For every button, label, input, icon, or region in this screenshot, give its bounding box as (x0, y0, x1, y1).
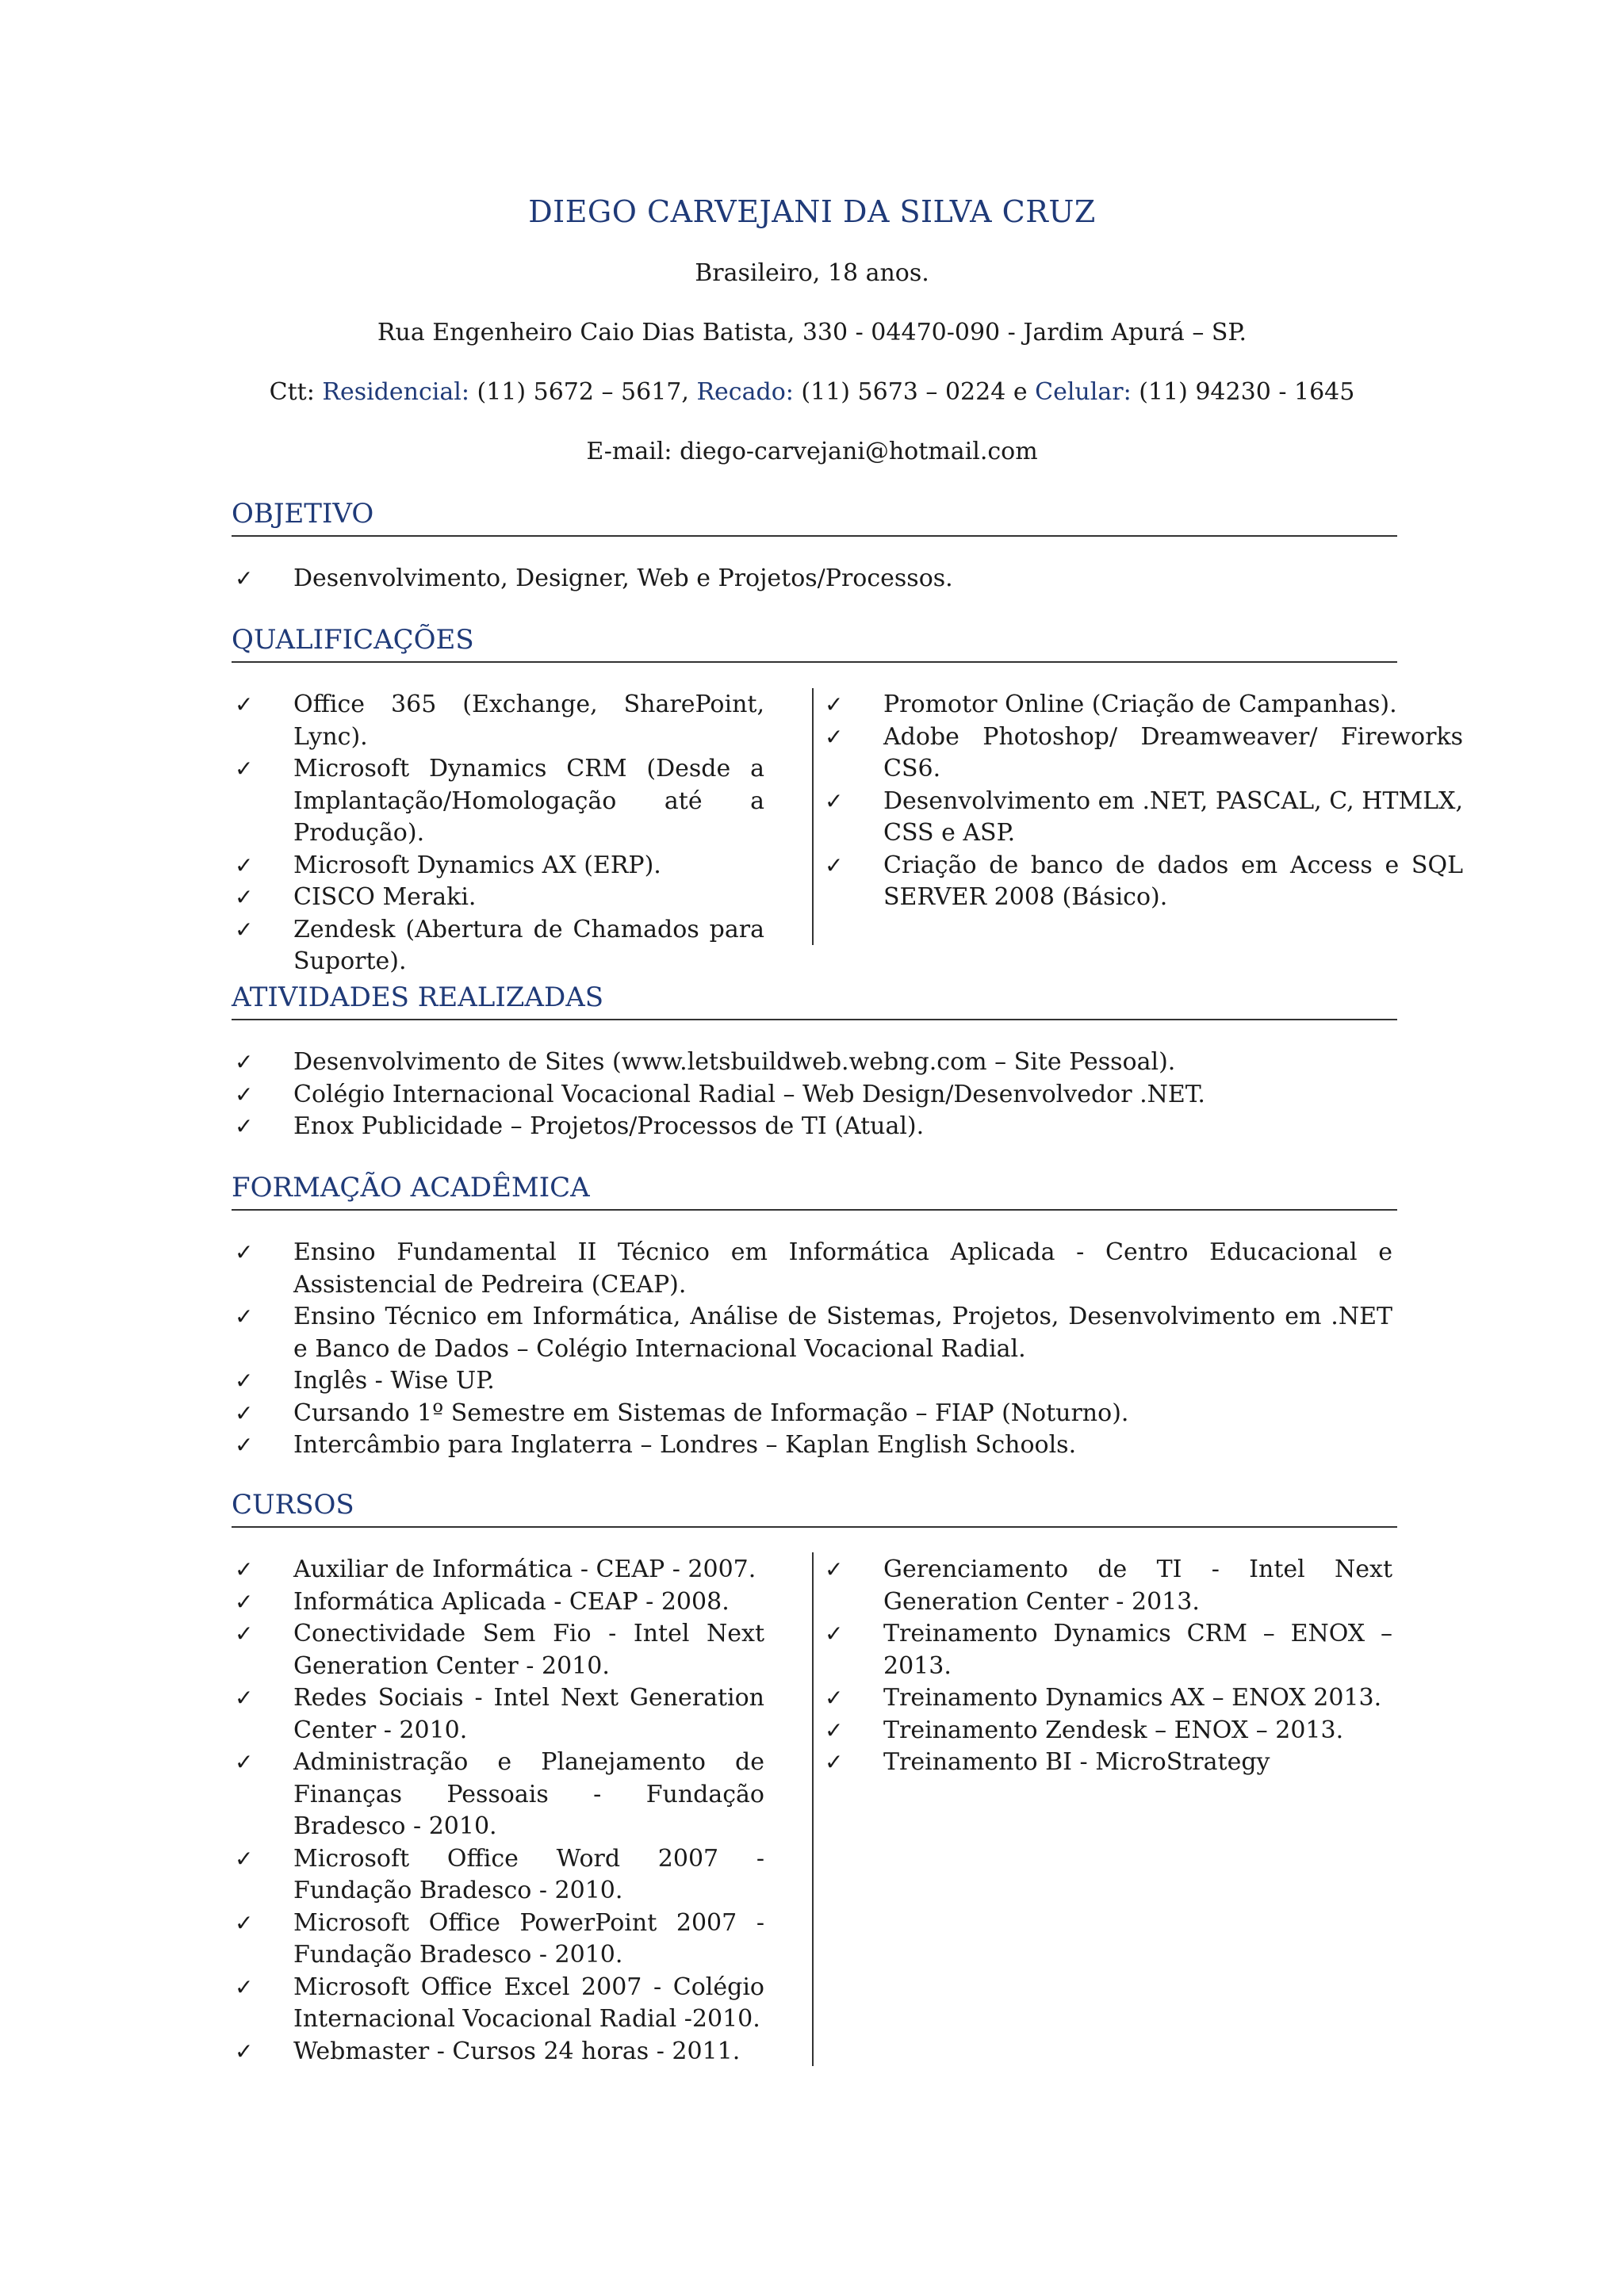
list-item: ✓ Conectividade Sem Fio - Intel Next Generation Center - 2010. (235, 1620, 764, 1680)
checkmark-icon: ✓ (235, 851, 254, 878)
contact-prefix: Ctt: (269, 378, 323, 406)
checkmark-icon: ✓ (235, 1685, 254, 1711)
list-item: ✓ Office 365 (Exchange, SharePoint, Lync). (235, 691, 764, 751)
list-item: ✓ Desenvolvimento de Sites (www.letsbuildweb.webng.com – Site Pessoal). (235, 1047, 1392, 1079)
residencial-label: Residencial: (322, 378, 469, 406)
residencial-phone: (11) 5672 – 5617, (469, 378, 697, 406)
checkmark-icon: ✓ (235, 1081, 254, 1108)
list-item: ✓ Microsoft Office Word 2007 - Fundação Bradesco - 2010. (235, 1844, 764, 1904)
atividades-list (235, 1047, 1392, 1143)
checkmark-icon: ✓ (825, 1556, 844, 1582)
checkmark-icon: ✓ (235, 1432, 254, 1458)
list-item: ✓ Promotor Online (Criação de Campanhas). (825, 689, 1463, 721)
list-item: ✓ Inglês - Wise UP. (235, 1365, 1392, 1398)
list-item: ✓ Microsoft Office Excel 2007 - Colégio Internacional Vocacional Radial -2010. (235, 1973, 764, 2033)
objetivo-list (235, 563, 1392, 595)
list-item: ✓ Redes Sociais - Intel Next Generation Center - 2010. (235, 1684, 764, 1744)
checkmark-icon: ✓ (825, 723, 844, 750)
checkmark-icon: ✓ (235, 1556, 254, 1582)
checkmark-icon: ✓ (235, 1749, 254, 1775)
checkmark-icon: ✓ (235, 1368, 254, 1394)
list-item: ✓ Microsoft Office PowerPoint 2007 - Fundação Bradesco - 2010. (235, 1908, 764, 1969)
section-title-objetivo: OBJETIVO (232, 496, 1397, 537)
list-item: ✓ Treinamento Zendesk – ENOX – 2013. (825, 1715, 1392, 1747)
checkmark-icon: ✓ (235, 1588, 254, 1615)
address-line: Rua Engenheiro Caio Dias Batista, 330 - 04470-090 - Jardim Apurá – SP. (377, 319, 1247, 346)
list-item: ✓ Informática Aplicada - CEAP - 2008. (235, 1586, 764, 1619)
checkmark-icon: ✓ (825, 1749, 844, 1775)
section-title-formacao: FORMAÇÃO ACADÊMICA (232, 1169, 1397, 1211)
formacao-list (235, 1237, 1392, 1462)
list-item: ✓ Adobe Photoshop/ Dreamweaver/ Fireworks CS6. (825, 722, 1463, 783)
qualificacoes-left-list (235, 689, 764, 978)
checkmark-icon: ✓ (825, 787, 844, 814)
checkmark-icon: ✓ (235, 756, 254, 782)
checkmark-icon: ✓ (235, 691, 254, 718)
checkmark-icon: ✓ (825, 691, 844, 718)
column-divider (812, 1552, 814, 2066)
checkmark-icon: ✓ (235, 1399, 254, 1426)
list-item: ✓ Desenvolvimento em .NET, PASCAL, C, HTMLX, CSS e ASP. (825, 786, 1463, 847)
list-item: ✓ Ensino Fundamental II Técnico em Informática Aplicada - Centro Educacional e Assistencial de Pedreira (CEAP). (235, 1238, 1392, 1299)
list-item: ✓ Gerenciamento de TI - Intel Next Generation Center - 2013. (825, 1556, 1392, 1616)
list-item: ✓ Cursando 1º Semestre em Sistemas de Informação – FIAP (Noturno). (235, 1398, 1392, 1430)
section-title-qualificacoes: QUALIFICAÇÕES (232, 622, 1397, 663)
list-item: ✓ Treinamento BI - MicroStrategy (825, 1747, 1392, 1779)
recado-phone: (11) 5673 – 0224 e (793, 378, 1036, 406)
list-item: ✓ Webmaster - Cursos 24 horas - 2011. (235, 2036, 764, 2068)
list-item: ✓ Microsoft Dynamics CRM (Desde a Implantação/Homologação até a Produção). (235, 755, 764, 847)
checkmark-icon: ✓ (235, 1113, 254, 1139)
list-item: ✓ Intercâmbio para Inglaterra – Londres – Kaplan English Schools. (235, 1429, 1392, 1462)
list-item: ✓ Criação de banco de dados em Access e SQL SERVER 2008 (Básico). (825, 851, 1463, 911)
contact-line (0, 378, 1624, 406)
cursos-left-list (235, 1554, 764, 2068)
checkmark-icon: ✓ (235, 884, 254, 910)
column-divider (812, 688, 814, 945)
checkmark-icon: ✓ (825, 851, 844, 878)
checkmark-icon: ✓ (235, 1621, 254, 1647)
email-line: E-mail: diego-carvejani@hotmail.com (586, 438, 1038, 465)
checkmark-icon: ✓ (235, 1049, 254, 1075)
qualificacoes-right-list (825, 689, 1463, 914)
list-item: ✓ Desenvolvimento, Designer, Web e Projetos/Processos. (235, 563, 1392, 595)
list-item: ✓ Microsoft Dynamics AX (ERP). (235, 850, 764, 882)
section-title-atividades: ATIVIDADES REALIZADAS (232, 979, 1397, 1020)
checkmark-icon: ✓ (825, 1685, 844, 1711)
checkmark-icon: ✓ (235, 1303, 254, 1330)
nationality-age: Brasileiro, 18 anos. (695, 259, 929, 287)
list-item: ✓ Ensino Técnico em Informática, Análise de Sistemas, Projetos, Desenvolvimento em .NET e Banco de Dados – Colégio Internacional Vocacional Radial. (235, 1303, 1392, 1363)
celular-label: Celular: (1035, 378, 1132, 406)
list-item: ✓ Colégio Internacional Vocacional Radial – Web Design/Desenvolvedor .NET. (235, 1079, 1392, 1112)
checkmark-icon: ✓ (235, 2038, 254, 2064)
checkmark-icon: ✓ (235, 916, 254, 943)
list-item: ✓ Administração e Planejamento de Finanças Pessoais - Fundação Bradesco - 2010. (235, 1748, 764, 1840)
list-item: ✓ Enox Publicidade – Projetos/Processos de TI (Atual). (235, 1111, 1392, 1143)
list-item: ✓ Zendesk (Abertura de Chamados para Suporte). (235, 915, 764, 975)
candidate-name: DIEGO CARVEJANI DA SILVA CRUZ (528, 194, 1096, 229)
checkmark-icon: ✓ (235, 1973, 254, 2000)
checkmark-icon: ✓ (235, 565, 254, 591)
checkmark-icon: ✓ (235, 1845, 254, 1872)
checkmark-icon: ✓ (825, 1716, 844, 1743)
cursos-right-list (825, 1554, 1392, 1779)
list-item: ✓ Treinamento Dynamics AX – ENOX 2013. (825, 1682, 1392, 1715)
list-item: ✓ Treinamento Dynamics CRM – ENOX – 2013. (825, 1620, 1392, 1680)
list-item: ✓ Auxiliar de Informática - CEAP - 2007. (235, 1554, 764, 1586)
section-title-cursos: CURSOS (232, 1487, 1397, 1528)
recado-label: Recado: (696, 378, 794, 406)
celular-phone: (11) 94230 - 1645 (1131, 378, 1355, 406)
list-item: ✓ CISCO Meraki. (235, 882, 764, 914)
checkmark-icon: ✓ (235, 1239, 254, 1265)
checkmark-icon: ✓ (825, 1621, 844, 1647)
checkmark-icon: ✓ (235, 1909, 254, 1936)
